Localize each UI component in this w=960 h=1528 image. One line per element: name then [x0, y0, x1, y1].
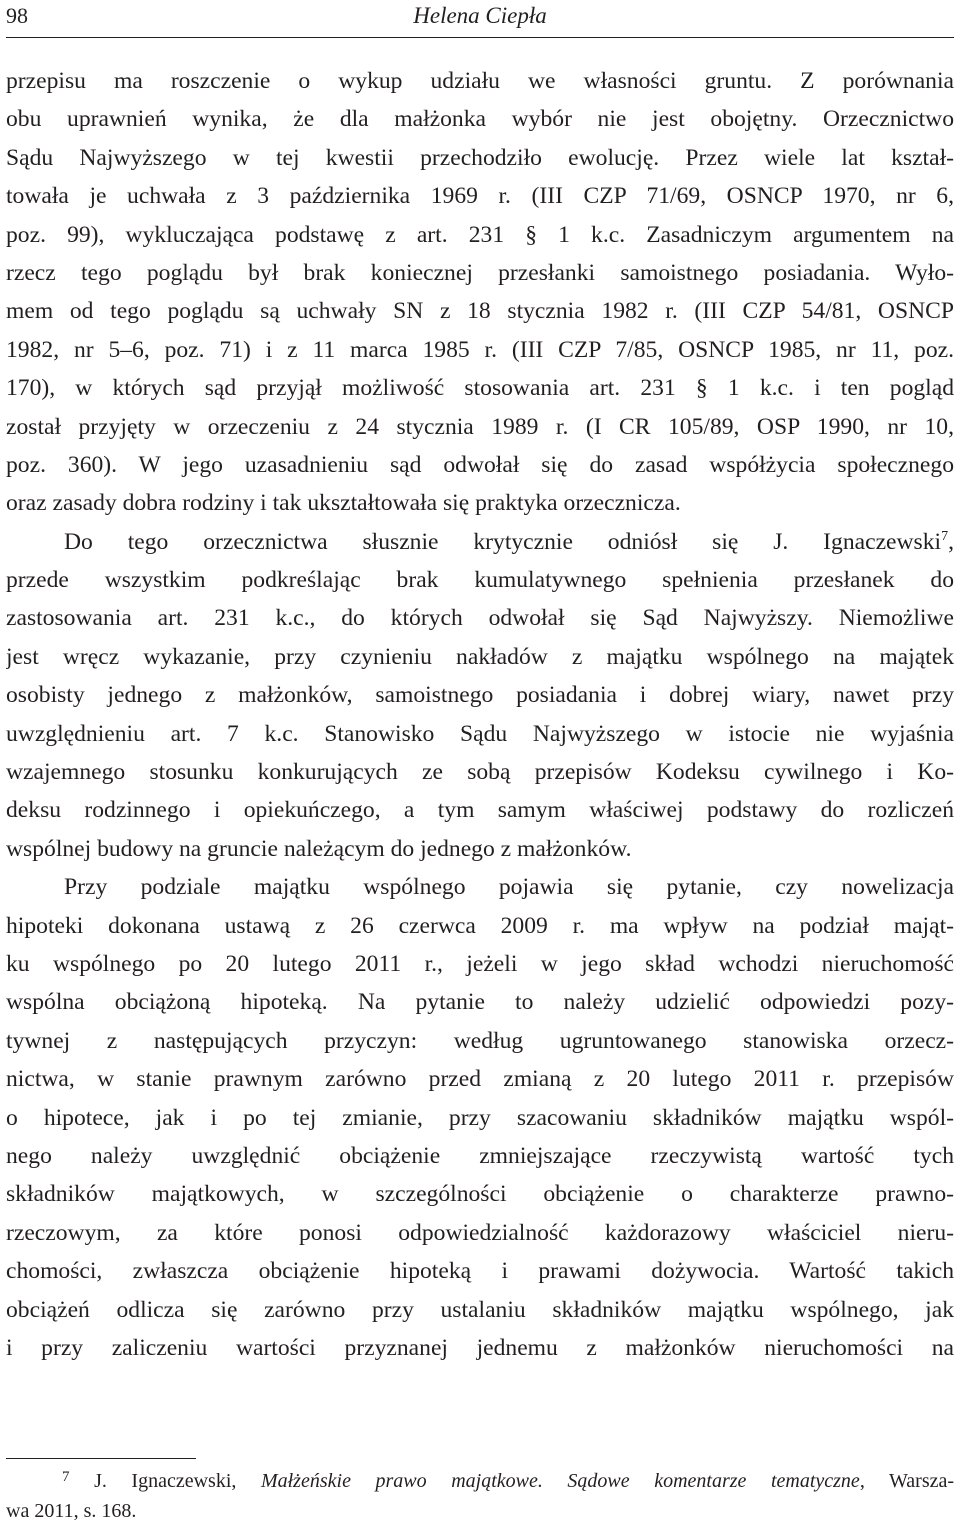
text-line: przede wszystkim podkreślając brak kumulatywnego spełnienia przesłanek do: [6, 567, 954, 594]
text-line: Przy podziale majątku wspólnego pojawia się pytanie, czy nowelizacja: [64, 874, 954, 901]
text-line: poz. 360). W jego uzasadnieniu sąd odwołał się do zasad współżycia społecznego: [6, 451, 954, 478]
text-line: ku wspólnego po 20 lutego 2011 r., jeżeli w jego skład wchodzi nieruchomość: [6, 950, 954, 977]
text-segment: Do tego orzecznictwa słusznie krytycznie odniósł się J. Ignaczewski: [64, 528, 942, 555]
text-line: i przy zaliczeniu wartości przyznanej jednemu z małżonków nieruchomości na: [6, 1334, 954, 1361]
footnote-tail: , Warsza-: [859, 1470, 955, 1492]
text-line: rzeczowym, za które ponosi odpowiedzialność każdorazowy właściciel nieru-: [6, 1219, 954, 1246]
text-line: uwzględnieniu art. 7 k.c. Stanowisko Sądu Najwyższego w istocie nie wyjaśnia: [6, 720, 954, 747]
text-line: jest wręcz wykazanie, przy czynieniu nakładów z majątku wspólnego na majątek: [6, 643, 954, 670]
text-line: obciążeń odlicza się zarówno przy ustalaniu składników majątku wspólnego, jak: [6, 1296, 954, 1323]
text-line: obu uprawnień wynika, że dla małżonka wybór nie jest obojętny. Orzecznictwo: [6, 106, 954, 133]
footnote-line: [6, 1466, 954, 1496]
text-line: deksu rodzinnego i opiekuńczego, a tym samym właściwej podstawy do rozliczeń: [6, 797, 954, 824]
footnote-separator: [6, 1458, 196, 1459]
page-number: 98: [6, 3, 28, 28]
text-line: oraz zasady dobra rodziny i tak ukształtowała się praktyka orzecznicza.: [6, 490, 681, 517]
footnote-author: J. Ignaczewski,: [94, 1470, 237, 1492]
text-line: został przyjęty w orzeczeniu z 24 stycznia 1989 r. (I CR 105/89, OSP 1990, nr 10,: [6, 413, 954, 440]
text-line: rzecz tego poglądu był brak koniecznej przesłanki samoistnego posiadania. Wyło-: [6, 259, 954, 286]
header-rule: [6, 37, 954, 38]
footnote-marker: 7: [62, 1469, 70, 1485]
footnote: [6, 1466, 954, 1526]
text-line: wspólna obciążoną hipoteką. Na pytanie to należy udzielić odpowiedzi pozy-: [6, 989, 954, 1016]
text-line: zastosowania art. 231 k.c., do których odwołał się Sąd Najwyższy. Niemożliwe: [6, 605, 954, 632]
page-header: [6, 0, 954, 38]
text-line: 170), w których sąd przyjął możliwość stosowania art. 231 § 1 k.c. i ten pogląd: [6, 375, 954, 402]
text-line: Sądu Najwyższego w tej kwestii przechodziło ewolucję. Przez wiele lat kształ-: [6, 144, 954, 171]
footnote-reference[interactable]: 7: [941, 528, 949, 544]
text-line: przepisu ma roszczenie o wykup udziału we własności gruntu. Z porównania: [6, 68, 954, 94]
text-line-with-footnote-ref: [6, 523, 954, 561]
text-line: 1982, nr 5–6, poz. 71) i z 11 marca 1985 r. (III CZP 7/85, OSNCP 1985, nr 11, poz.: [6, 336, 954, 363]
text-line: poz. 99), wykluczająca podstawę z art. 231 § 1 k.c. Zasadniczym argumentem na: [6, 221, 954, 248]
text-line: towała je uchwała z 3 października 1969 r. (III CZP 71/69, OSNCP 1970, nr 6,: [6, 183, 954, 210]
text-line: wzajemnego stosunku konkurujących ze sobą przepisów Kodeksu cywilnego i Ko-: [6, 759, 954, 786]
text-line: hipoteki dokonana ustawą z 26 czerwca 2009 r. ma wpływ na podział mająt-: [6, 912, 954, 939]
text-line: nego należy uwzględnić obciążenie zmniejszające rzeczywistą wartość tych: [6, 1142, 954, 1169]
text-line: składników majątkowych, w szczególności obciążenie o charakterze prawno-: [6, 1181, 954, 1208]
text-line: wspólnej budowy na gruncie należącym do jednego z małżonków.: [6, 835, 632, 862]
text-line: tywnej z następujących przyczyn: według ugruntowanego stanowiska orzecz-: [6, 1027, 954, 1054]
body-text: [6, 62, 954, 1367]
footnote-line: wa 2011, s. 168.: [6, 1500, 137, 1522]
text-segment: ,: [948, 528, 954, 555]
footnote-title: Małżeńskie prawo majątkowe. Sądowe komentarze tematyczne: [260, 1470, 860, 1492]
text-line: osobisty jednego z małżonków, samoistnego posiadania i dobrej wiary, nawet przy: [6, 682, 954, 709]
text-line: nictwa, w stanie prawnym zarówno przed zmianą z 20 lutego 2011 r. przepisów: [6, 1066, 954, 1093]
running-head-author: Helena Ciepła: [413, 3, 547, 28]
text-line: o hipotece, jak i po tej zmianie, przy szacowaniu składników majątku wspól-: [6, 1104, 954, 1131]
text-line: chomości, zwłaszcza obciążenie hipoteką i prawami dożywocia. Wartość takich: [6, 1258, 954, 1285]
text-line: mem od tego poglądu są uchwały SN z 18 stycznia 1982 r. (III CZP 54/81, OSNCP: [6, 298, 954, 325]
